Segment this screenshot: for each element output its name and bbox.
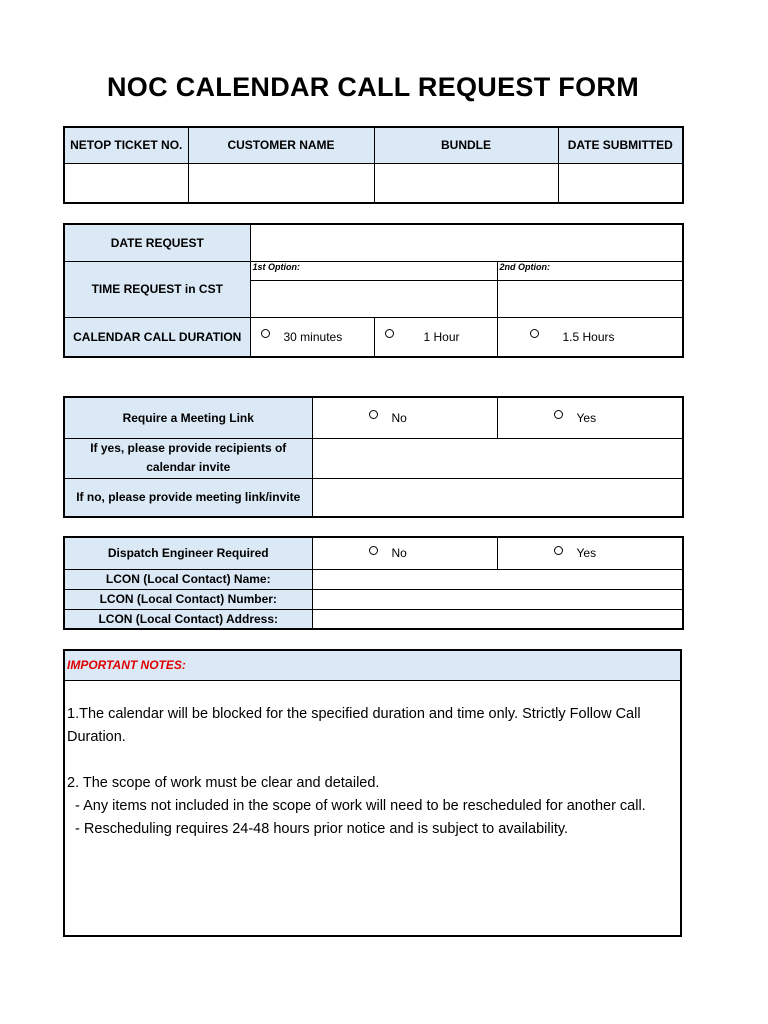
netop-ticket-field[interactable] (64, 163, 188, 203)
first-option-label: 1st Option: (250, 261, 497, 280)
radio-circle-icon[interactable] (554, 546, 563, 555)
date-request-field[interactable] (250, 224, 683, 261)
meeting-link-label: If no, please provide meeting link/invite (64, 478, 312, 517)
recipients-label: If yes, please provide recipients of calendar invite (64, 438, 312, 478)
important-notes-body (64, 680, 681, 936)
lcon-name-label: LCON (Local Contact) Name: (64, 569, 312, 589)
require-meeting-link-label: Require a Meeting Link (64, 397, 312, 438)
dispatch-table (63, 536, 684, 630)
dispatch-engineer-label: Dispatch Engineer Required (64, 537, 312, 569)
duration-option-1-hour[interactable]: 1 Hour (374, 317, 497, 357)
duration-option-1-5-hours[interactable]: 1.5 Hours (497, 317, 683, 357)
second-option-field[interactable] (497, 280, 683, 317)
radio-circle-icon[interactable] (554, 410, 563, 419)
header-customer-name: CUSTOMER NAME (188, 127, 374, 163)
header-date-submitted: DATE SUBMITTED (558, 127, 683, 163)
radio-circle-icon[interactable] (369, 410, 378, 419)
note-line-2: 2. The scope of work must be clear and detailed. (67, 774, 380, 791)
meeting-link-yes-option[interactable]: Yes (497, 397, 683, 438)
note-line-4: - Rescheduling requires 24-48 hours prior notice and is subject to availability. (67, 820, 569, 837)
header-netop-ticket: NETOP TICKET NO. (64, 127, 188, 163)
lcon-address-label: LCON (Local Contact) Address: (64, 609, 312, 629)
schedule-table (63, 223, 684, 358)
lcon-name-field[interactable] (312, 569, 683, 589)
form-title: NOC CALENDAR CALL REQUEST FORM (107, 72, 639, 102)
meeting-link-table (63, 396, 684, 518)
radio-circle-icon[interactable] (369, 546, 378, 555)
lcon-number-label: LCON (Local Contact) Number: (64, 589, 312, 609)
note-line-3: - Any items not included in the scope of work will need to be rescheduled for another call. (67, 797, 646, 814)
date-request-label: DATE REQUEST (64, 224, 250, 261)
meeting-link-no-option[interactable]: No (312, 397, 497, 438)
lcon-number-field[interactable] (312, 589, 683, 609)
note-line-1: 1.The calendar will be blocked for the specified duration and time only. Strictly Follow Call Duration. (67, 705, 641, 745)
dispatch-yes-option[interactable]: Yes (497, 537, 683, 569)
meeting-link-field[interactable] (312, 478, 683, 517)
duration-label: CALENDAR CALL DURATION (64, 317, 250, 357)
date-submitted-field[interactable] (558, 163, 683, 203)
important-notes-heading: IMPORTANT NOTES: (64, 650, 681, 680)
recipients-field[interactable] (312, 438, 683, 478)
dispatch-no-option[interactable]: No (312, 537, 497, 569)
bundle-field[interactable] (374, 163, 558, 203)
header-bundle: BUNDLE (374, 127, 558, 163)
ticket-info-table (63, 126, 684, 204)
radio-circle-icon[interactable] (385, 329, 394, 338)
lcon-address-field[interactable] (312, 609, 683, 629)
second-option-label: 2nd Option: (497, 261, 683, 280)
first-option-field[interactable] (250, 280, 497, 317)
duration-option-30-minutes[interactable]: 30 minutes (250, 317, 374, 357)
radio-circle-icon[interactable] (530, 329, 539, 338)
important-notes-table (63, 649, 682, 937)
time-request-label: TIME REQUEST in CST (64, 261, 250, 317)
radio-circle-icon[interactable] (261, 329, 270, 338)
customer-name-field[interactable] (188, 163, 374, 203)
